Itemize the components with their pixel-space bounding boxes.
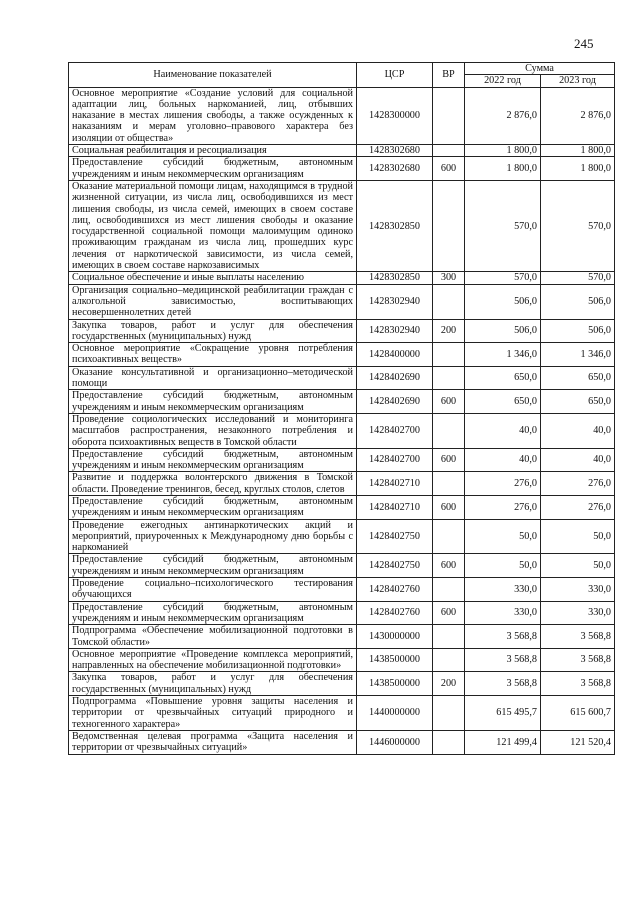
header-vr: ВР (433, 63, 465, 88)
table-row (69, 519, 615, 554)
cell-vr: 600 (433, 390, 465, 414)
cell-y2022: 121 499,4 (465, 730, 541, 754)
table-row (69, 157, 615, 181)
cell-code: 1428300000 (357, 87, 433, 144)
cell-y2023: 1 346,0 (541, 343, 615, 367)
header-name: Наименование показателей (69, 63, 357, 88)
cell-vr: 600 (433, 448, 465, 472)
table-row (69, 578, 615, 602)
cell-vr (433, 284, 465, 319)
cell-y2022: 1 800,0 (465, 157, 541, 181)
cell-vr (433, 648, 465, 672)
cell-y2022: 330,0 (465, 578, 541, 602)
cell-vr (433, 145, 465, 157)
cell-code: 1428302940 (357, 319, 433, 343)
cell-code: 1428302680 (357, 145, 433, 157)
header-sum: Сумма (465, 63, 615, 75)
cell-y2022: 50,0 (465, 519, 541, 554)
cell-vr (433, 696, 465, 731)
cell-y2022: 650,0 (465, 366, 541, 390)
table-row (69, 413, 615, 448)
cell-name: Оказание материальной помощи лицам, находящимся в трудной жизненной ситуации, из числа лиц, освободившихся из мест лишения свободы, из числа семей, имеющих в своем составе лиц, освободившихся из мест лишения свободы и оказание государственной социальной помощи малоимущим одиноко проживающим гражданам из числа лиц, прошедших курс лечения от наркотической зависимости, из числа семей, имеющих в своем составе наркозависимых (69, 180, 357, 271)
cell-name: Проведение социологических исследований и мониторинга масштабов распространения, незаконного потребления и оборота психоактивных веществ в Томской области (69, 413, 357, 448)
table-row (69, 648, 615, 672)
table-row (69, 366, 615, 390)
cell-y2023: 615 600,7 (541, 696, 615, 731)
cell-y2023: 650,0 (541, 390, 615, 414)
cell-y2022: 3 568,8 (465, 672, 541, 696)
cell-y2023: 330,0 (541, 601, 615, 625)
table-row (69, 625, 615, 649)
cell-y2023: 3 568,8 (541, 625, 615, 649)
cell-vr (433, 366, 465, 390)
table-row (69, 343, 615, 367)
cell-y2023: 650,0 (541, 366, 615, 390)
cell-name: Проведение ежегодных антинаркотических акций и мероприятий, приуроченных к Международному дню борьбы с наркоманией (69, 519, 357, 554)
cell-y2023: 2 876,0 (541, 87, 615, 144)
cell-name: Организация социально–медицинской реабилитации граждан с алкогольной зависимостью, воспитывающих несовершеннолетних детей (69, 284, 357, 319)
table-body (69, 87, 615, 754)
header-year-2022: 2022 год (465, 75, 541, 87)
cell-y2022: 2 876,0 (465, 87, 541, 144)
cell-y2023: 570,0 (541, 180, 615, 271)
cell-vr (433, 730, 465, 754)
table-row (69, 272, 615, 284)
cell-y2022: 650,0 (465, 390, 541, 414)
cell-y2022: 1 346,0 (465, 343, 541, 367)
cell-code: 1428402700 (357, 448, 433, 472)
cell-y2022: 40,0 (465, 448, 541, 472)
cell-code: 1428302940 (357, 284, 433, 319)
table-row (69, 495, 615, 519)
cell-code: 1428302850 (357, 272, 433, 284)
cell-y2022: 330,0 (465, 601, 541, 625)
table-row (69, 284, 615, 319)
cell-name: Закупка товаров, работ и услуг для обеспечения государственных (муниципальных) нужд (69, 672, 357, 696)
cell-y2023: 506,0 (541, 319, 615, 343)
cell-y2023: 1 800,0 (541, 157, 615, 181)
table-row (69, 390, 615, 414)
table-row (69, 448, 615, 472)
cell-vr (433, 343, 465, 367)
cell-y2022: 276,0 (465, 472, 541, 496)
table-row (69, 180, 615, 271)
cell-y2022: 615 495,7 (465, 696, 541, 731)
cell-vr: 300 (433, 272, 465, 284)
cell-name: Социальное обеспечение и иные выплаты населению (69, 272, 357, 284)
cell-y2022: 3 568,8 (465, 648, 541, 672)
cell-code: 1438500000 (357, 648, 433, 672)
cell-code: 1428402750 (357, 519, 433, 554)
cell-name: Основное мероприятие «Сокращение уровня потребления психоактивных веществ» (69, 343, 357, 367)
page-number: 245 (574, 36, 594, 51)
cell-y2022: 506,0 (465, 319, 541, 343)
table-row (69, 87, 615, 144)
cell-vr (433, 413, 465, 448)
table-row (69, 696, 615, 731)
cell-code: 1446000000 (357, 730, 433, 754)
table-row (69, 554, 615, 578)
cell-y2023: 276,0 (541, 495, 615, 519)
table-row (69, 319, 615, 343)
cell-code: 1428402690 (357, 390, 433, 414)
cell-name: Социальная реабилитация и ресоциализация (69, 145, 357, 157)
cell-vr (433, 519, 465, 554)
cell-vr: 600 (433, 495, 465, 519)
cell-y2023: 1 800,0 (541, 145, 615, 157)
table-row (69, 672, 615, 696)
cell-y2023: 121 520,4 (541, 730, 615, 754)
cell-name: Проведение социально–психологического тестирования обучающихся (69, 578, 357, 602)
cell-name: Ведомственная целевая программа «Защита населения и территории от чрезвычайных ситуаций» (69, 730, 357, 754)
cell-y2022: 1 800,0 (465, 145, 541, 157)
cell-code: 1428302680 (357, 157, 433, 181)
cell-vr: 200 (433, 672, 465, 696)
cell-y2022: 570,0 (465, 180, 541, 271)
cell-code: 1438500000 (357, 672, 433, 696)
cell-name: Предоставление субсидий бюджетным, автономным учреждениям и иным некоммерческим организациям (69, 554, 357, 578)
cell-code: 1428402710 (357, 472, 433, 496)
cell-y2023: 40,0 (541, 448, 615, 472)
cell-code: 1428302850 (357, 180, 433, 271)
cell-y2023: 50,0 (541, 519, 615, 554)
cell-y2022: 40,0 (465, 413, 541, 448)
cell-code: 1440000000 (357, 696, 433, 731)
cell-code: 1428402690 (357, 366, 433, 390)
cell-y2023: 40,0 (541, 413, 615, 448)
cell-y2023: 570,0 (541, 272, 615, 284)
table-row (69, 145, 615, 157)
cell-name: Предоставление субсидий бюджетным, автономным учреждениям и иным некоммерческим организациям (69, 390, 357, 414)
cell-name: Закупка товаров, работ и услуг для обеспечения государственных (муниципальных) нужд (69, 319, 357, 343)
cell-name: Предоставление субсидий бюджетным, автономным учреждениям и иным некоммерческим организациям (69, 601, 357, 625)
cell-vr (433, 180, 465, 271)
cell-y2022: 50,0 (465, 554, 541, 578)
cell-name: Основное мероприятие «Проведение комплекса мероприятий, направленных на обеспечение мобилизационной подготовки» (69, 648, 357, 672)
cell-vr (433, 625, 465, 649)
header-row (69, 63, 615, 75)
cell-code: 1428400000 (357, 343, 433, 367)
cell-y2022: 570,0 (465, 272, 541, 284)
cell-vr (433, 578, 465, 602)
cell-vr (433, 472, 465, 496)
cell-vr: 600 (433, 554, 465, 578)
cell-y2023: 3 568,8 (541, 672, 615, 696)
cell-name: Предоставление субсидий бюджетным, автономным учреждениям и иным некоммерческим организациям (69, 495, 357, 519)
cell-y2023: 3 568,8 (541, 648, 615, 672)
cell-vr: 200 (433, 319, 465, 343)
cell-vr (433, 87, 465, 144)
cell-y2023: 276,0 (541, 472, 615, 496)
cell-y2022: 506,0 (465, 284, 541, 319)
cell-code: 1428402760 (357, 578, 433, 602)
cell-code: 1428402710 (357, 495, 433, 519)
cell-vr: 600 (433, 157, 465, 181)
header-code: ЦСР (357, 63, 433, 88)
budget-table (68, 62, 615, 755)
table-row (69, 601, 615, 625)
header-year-2023: 2023 год (541, 75, 615, 87)
cell-name: Подпрограмма «Повышение уровня защиты населения и территории от чрезвычайных ситуаций природного и техногенного характера» (69, 696, 357, 731)
cell-name: Предоставление субсидий бюджетным, автономным учреждениям и иным некоммерческим организациям (69, 157, 357, 181)
table-row (69, 730, 615, 754)
cell-code: 1428402700 (357, 413, 433, 448)
cell-name: Основное мероприятие «Создание условий для социальной адаптации лиц, больных наркоманией, лиц, отбывших наказание в местах лишения свободы, а также осужденных к наказаниям и мерам уголовно–правового характера без изоляции от общества» (69, 87, 357, 144)
cell-name: Развитие и поддержка волонтерского движения в Томской области. Проведение тренингов, бесед, круглых столов, слетов (69, 472, 357, 496)
cell-vr: 600 (433, 601, 465, 625)
cell-name: Подпрограмма «Обеспечение мобилизационной подготовки в Томской области» (69, 625, 357, 649)
cell-name: Предоставление субсидий бюджетным, автономным учреждениям и иным некоммерческим организациям (69, 448, 357, 472)
cell-code: 1428402750 (357, 554, 433, 578)
cell-y2022: 276,0 (465, 495, 541, 519)
cell-name: Оказание консультативной и организационно–методической помощи (69, 366, 357, 390)
cell-y2023: 50,0 (541, 554, 615, 578)
cell-y2023: 506,0 (541, 284, 615, 319)
table-row (69, 472, 615, 496)
cell-y2022: 3 568,8 (465, 625, 541, 649)
cell-code: 1428402760 (357, 601, 433, 625)
cell-y2023: 330,0 (541, 578, 615, 602)
cell-code: 1430000000 (357, 625, 433, 649)
